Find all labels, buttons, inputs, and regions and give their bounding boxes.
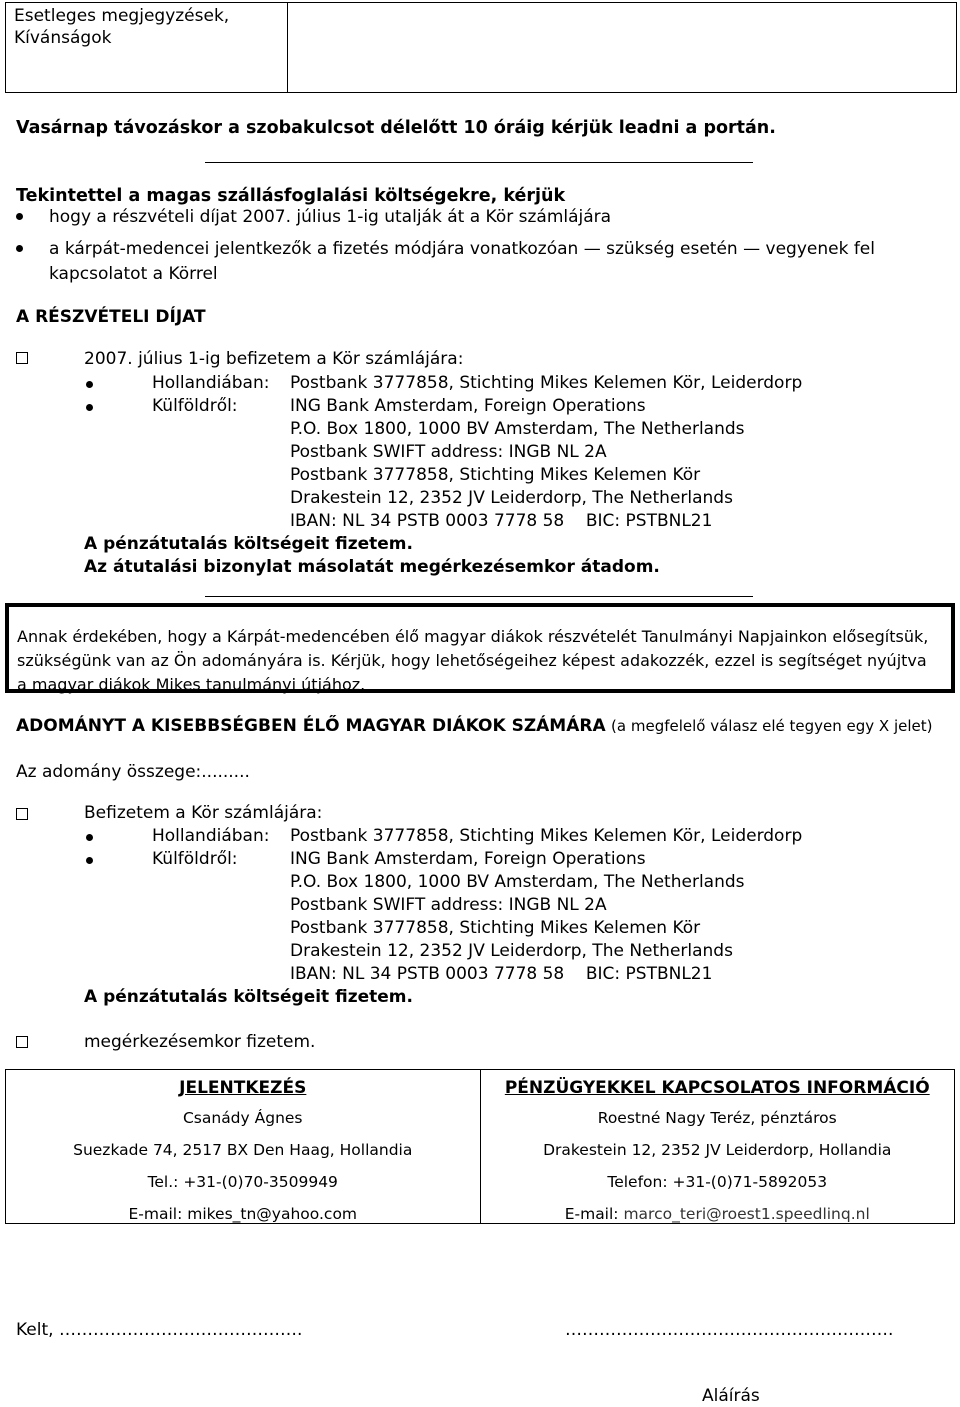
bank-line: Postbank 3777858, Stichting Mikes Kelemen Kör (290, 465, 701, 485)
contact-finance (480, 1070, 955, 1223)
fee-heading: A RÉSZVÉTELI DÍJAT (16, 307, 206, 327)
bullet (16, 245, 23, 252)
contact-email-label: E-mail: (564, 1205, 624, 1223)
donation-info-line: Annak érdekében, hogy a Kárpát-medencében élő magyar diákok részvételét Tanulmányi Napjainkon elősegítsük, (17, 627, 929, 646)
intro-bullet-2: a kárpát-medencei jelentkezők a fizetés módjára vonatkozóan — szükség esetén — vegyenek fel (49, 239, 875, 259)
donation-info-line: szükségünk van az Ön adományára is. Kérjük, hogy lehetőségeihez képest adakozzék, ezzel is segítséget nyújtva (17, 651, 927, 670)
contact-address: Suezkade 74, 2517 BX Den Haag, Hollandia (73, 1141, 413, 1159)
contact-email: E-mail: mikes_tn@yahoo.com (128, 1205, 358, 1223)
bank-line: Postbank 3777858, Stichting Mikes Kelemen Kör (290, 918, 701, 938)
donation-info-box (5, 603, 955, 693)
notes-field[interactable] (288, 3, 956, 92)
donation-option2-checkbox[interactable] (16, 1036, 28, 1048)
signature-field[interactable]: …………………………………………………. (565, 1320, 894, 1340)
fee-checkbox[interactable] (16, 352, 28, 364)
notes-label: Esetleges megjegyzések, Kívánságok (6, 3, 288, 92)
intro-text: Tekintettel a magas szállásfoglalási költségekre, kérjük (16, 186, 566, 206)
place-date-field[interactable]: Kelt, ……………………………………. (16, 1320, 303, 1340)
donation-heading-note: (a megfelelő válasz elé tegyen egy X jelet) (611, 717, 933, 735)
contact-email-row (481, 1198, 955, 1230)
bank-abroad-label: Külföldről: (152, 849, 238, 869)
bank-line: IBAN: NL 34 PSTB 0003 7778 58 BIC: PSTBNL21 (290, 964, 713, 984)
donation-heading: ADOMÁNYT A KISEBBSÉGBEN ÉLŐ MAGYAR DIÁKOK SZÁMÁRA (16, 716, 606, 736)
contact-title: PÉNZÜGYEKKEL KAPCSOLATOS INFORMÁCIÓ (504, 1078, 930, 1098)
bank-line: Postbank SWIFT address: INGB NL 2A (290, 442, 607, 462)
fee-cost-note: A pénzátutalás költségeit fizetem. (84, 534, 413, 554)
donation-option2-label: megérkezésemkor fizetem. (84, 1032, 316, 1052)
fee-option-label: 2007. július 1-ig befizetem a Kör számlájára: (84, 349, 464, 369)
contact-phone: Telefon: +31-(0)71-5892053 (607, 1173, 828, 1191)
bank-line: ING Bank Amsterdam, Foreign Operations (290, 849, 646, 869)
bullet (86, 404, 93, 411)
contact-email-link[interactable]: marco_teri@roest1.speedlinq.nl (623, 1205, 870, 1223)
donation-option1-label: Befizetem a Kör számlájára: (84, 803, 323, 823)
bank-line: Drakestein 12, 2352 JV Leiderdorp, The Netherlands (290, 941, 733, 961)
bank-nl-label: Hollandiában: (152, 373, 270, 393)
contact-phone: Tel.: +31-(0)70-3509949 (147, 1173, 338, 1191)
donation-heading-row (16, 716, 933, 736)
bullet (86, 381, 93, 388)
bullet (86, 857, 93, 864)
contact-name: Csanády Ágnes (182, 1109, 303, 1127)
contact-title: JELENTKEZÉS (179, 1078, 307, 1098)
bank-nl-label: Hollandiában: (152, 826, 270, 846)
bullet (86, 834, 93, 841)
donation-option1-checkbox[interactable] (16, 808, 28, 820)
intro-bullet-2-cont: kapcsolatot a Körrel (49, 264, 218, 284)
bank-line: P.O. Box 1800, 1000 BV Amsterdam, The Netherlands (290, 872, 745, 892)
bank-abroad-label: Külföldről: (152, 396, 238, 416)
bullet (16, 213, 23, 220)
separator-line (205, 162, 753, 163)
notes-table (5, 2, 957, 93)
signature-label: Aláírás (702, 1386, 760, 1406)
intro-bullet-1: hogy a részvételi díjat 2007. július 1-ig utalják át a Kör számlájára (49, 207, 612, 227)
bank-line: P.O. Box 1800, 1000 BV Amsterdam, The Netherlands (290, 419, 745, 439)
bank-line: IBAN: NL 34 PSTB 0003 7778 58 BIC: PSTBNL21 (290, 511, 713, 531)
bank-line: ING Bank Amsterdam, Foreign Operations (290, 396, 646, 416)
bank-line: Drakestein 12, 2352 JV Leiderdorp, The Netherlands (290, 488, 733, 508)
donation-amount: Az adomány összege:......... (16, 762, 250, 782)
donation-cost-note: A pénzátutalás költségeit fizetem. (84, 987, 413, 1007)
key-notice: Vasárnap távozáskor a szobakulcsot délelőtt 10 óráig kérjük leadni a portán. (16, 118, 776, 138)
contact-name: Roestné Nagy Teréz, pénztáros (597, 1109, 837, 1127)
bank-line: Postbank SWIFT address: INGB NL 2A (290, 895, 607, 915)
contact-address: Drakestein 12, 2352 JV Leiderdorp, Hollandia (543, 1141, 892, 1159)
separator-line (205, 596, 753, 597)
bank-nl-value: Postbank 3777858, Stichting Mikes Kelemen Kör, Leiderdorp (290, 826, 803, 846)
fee-copy-note: Az átutalási bizonylat másolatát megérkezésemkor átadom. (84, 557, 660, 577)
bank-nl-value: Postbank 3777858, Stichting Mikes Kelemen Kör, Leiderdorp (290, 373, 803, 393)
contact-registration (6, 1070, 480, 1223)
contact-table (5, 1069, 955, 1224)
donation-info-line: a magyar diákok Mikes tanulmányi útjához. (17, 675, 366, 694)
